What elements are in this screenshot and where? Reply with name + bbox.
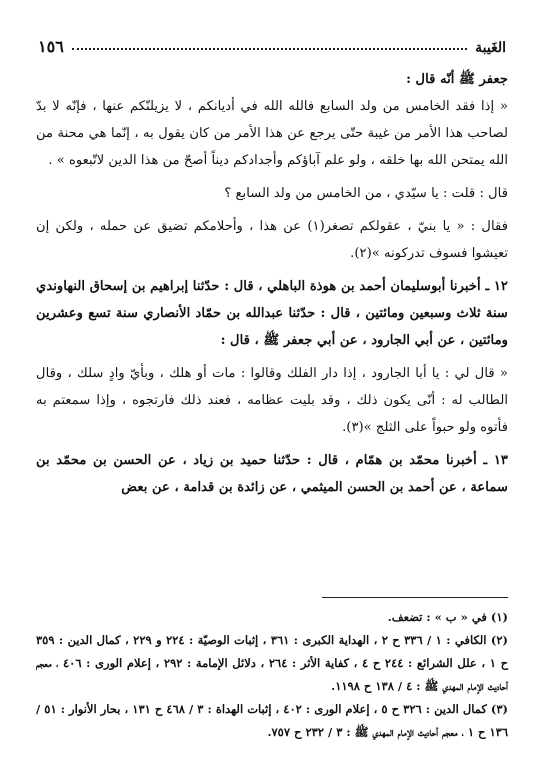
header-dotted-leader	[72, 48, 467, 50]
isnad-paragraph-13: ١٣ ـ أخبرنا محمّد بن همّام ، قال : حدّثنا حميد بن زياد ، عن الحسن بن محمّد بن سماعة ، عن أحمد بن الحسن الميثمي ، عن زائدة بن قدامة ، عن بعض	[36, 453, 508, 495]
main-text	[36, 66, 508, 501]
page-number: ١٥٦	[38, 37, 64, 56]
footnote-2: (٢) الكافي : ١ / ٣٣٦ ح ٢ ، الهداية الكبرى : ٣٦١ ، إثبات الوصيّة : ٢٢٤ و ٢٢٩ ، كمال الدين : ٣٥٩ ح ١ ، علل الشرائع : ٢٤٤ ح ٤ ، كفاية الأثر : ٢٦٤ ، دلائل الإمامة : ٢٩٢ ، إعلام الورى : ٤٠٦ ، معجم أحاديث الإمام المهدي ﷺ : ٤ / ١٣٨ ح ١١٩٨.	[36, 633, 508, 693]
answer-paragraph: فقال : « يا بنيّ ، عقولكم تصغر(١) عن هذا ، وأحلامكم تضيق عن حمله ، ولكن إن تعيشوا فسوف تدركونه »(٢).	[36, 219, 508, 261]
hadith-quote-1: « إذا فقد الخامس من ولد السابع فالله الله في أديانكم ، لا يزيلنّكم عنها ، فإنّه لا بدّ لصاحب هذا الأمر من غيبة حتّى يرجع عن هذا الأمر من كان يقول به ، إنّما هي محنة من الله يمتحن الله بها خلقه ، ولو علم آباؤكم وأجدادكم ديناً أصحّ من هذا الدين لاتّبعوه » .	[36, 99, 508, 168]
text-line-intro: جعفر ﷺ أنّه قال :	[406, 72, 508, 87]
question-line: قال : قلت : يا سيّدي ، من الخامس من ولد السابع ؟	[224, 186, 508, 201]
footnotes	[36, 606, 508, 744]
footnote-1: (١) في « ب » : تضعف.	[387, 610, 508, 624]
footnote-3: (٣) كمال الدين : ٣٢٦ ح ٥ ، إعلام الورى : ٤٠٢ ، إثبات الهداة : ٣ / ٤٦٨ ح ١٣١ ، بحار الأنوار : ٥١ / ١٣٦ ح ١ ، معجم أحاديث الإمام المهدي ﷺ : ٣ / ٢٣٢ ح ٧٥٧.	[36, 702, 508, 739]
footnote-separator	[322, 597, 508, 598]
page-header	[38, 30, 506, 56]
hadith-quote-2: « قال لي : يا أبا الجارود ، إذا دار الفلك وقالوا : مات أو هلك ، وبأيّ وادٍ سلك ، وقال الطالب له : أنّى يكون ذلك ، وقد بليت عظامه ، فعند ذلك فارتجوه ، وإذا سمعتم به فأتوه ولو حبواً على الثلج »(٣).	[36, 366, 508, 435]
isnad-paragraph-12: ١٢ ـ أخبرنا أبوسليمان أحمد بن هوذة الباهلي ، قال : حدّثنا إبراهيم بن إسحاق النهاوندي سنة ثلاث وسبعين ومائتين ، قال : حدّثنا عبدالله بن حمّاد الأنصاري سنة تسع وعشرين ومائتين ، عن أبي الجارود ، عن أبي جعفر ﷺ ، قال :	[36, 279, 508, 348]
running-title: الغَيبة	[475, 40, 506, 56]
